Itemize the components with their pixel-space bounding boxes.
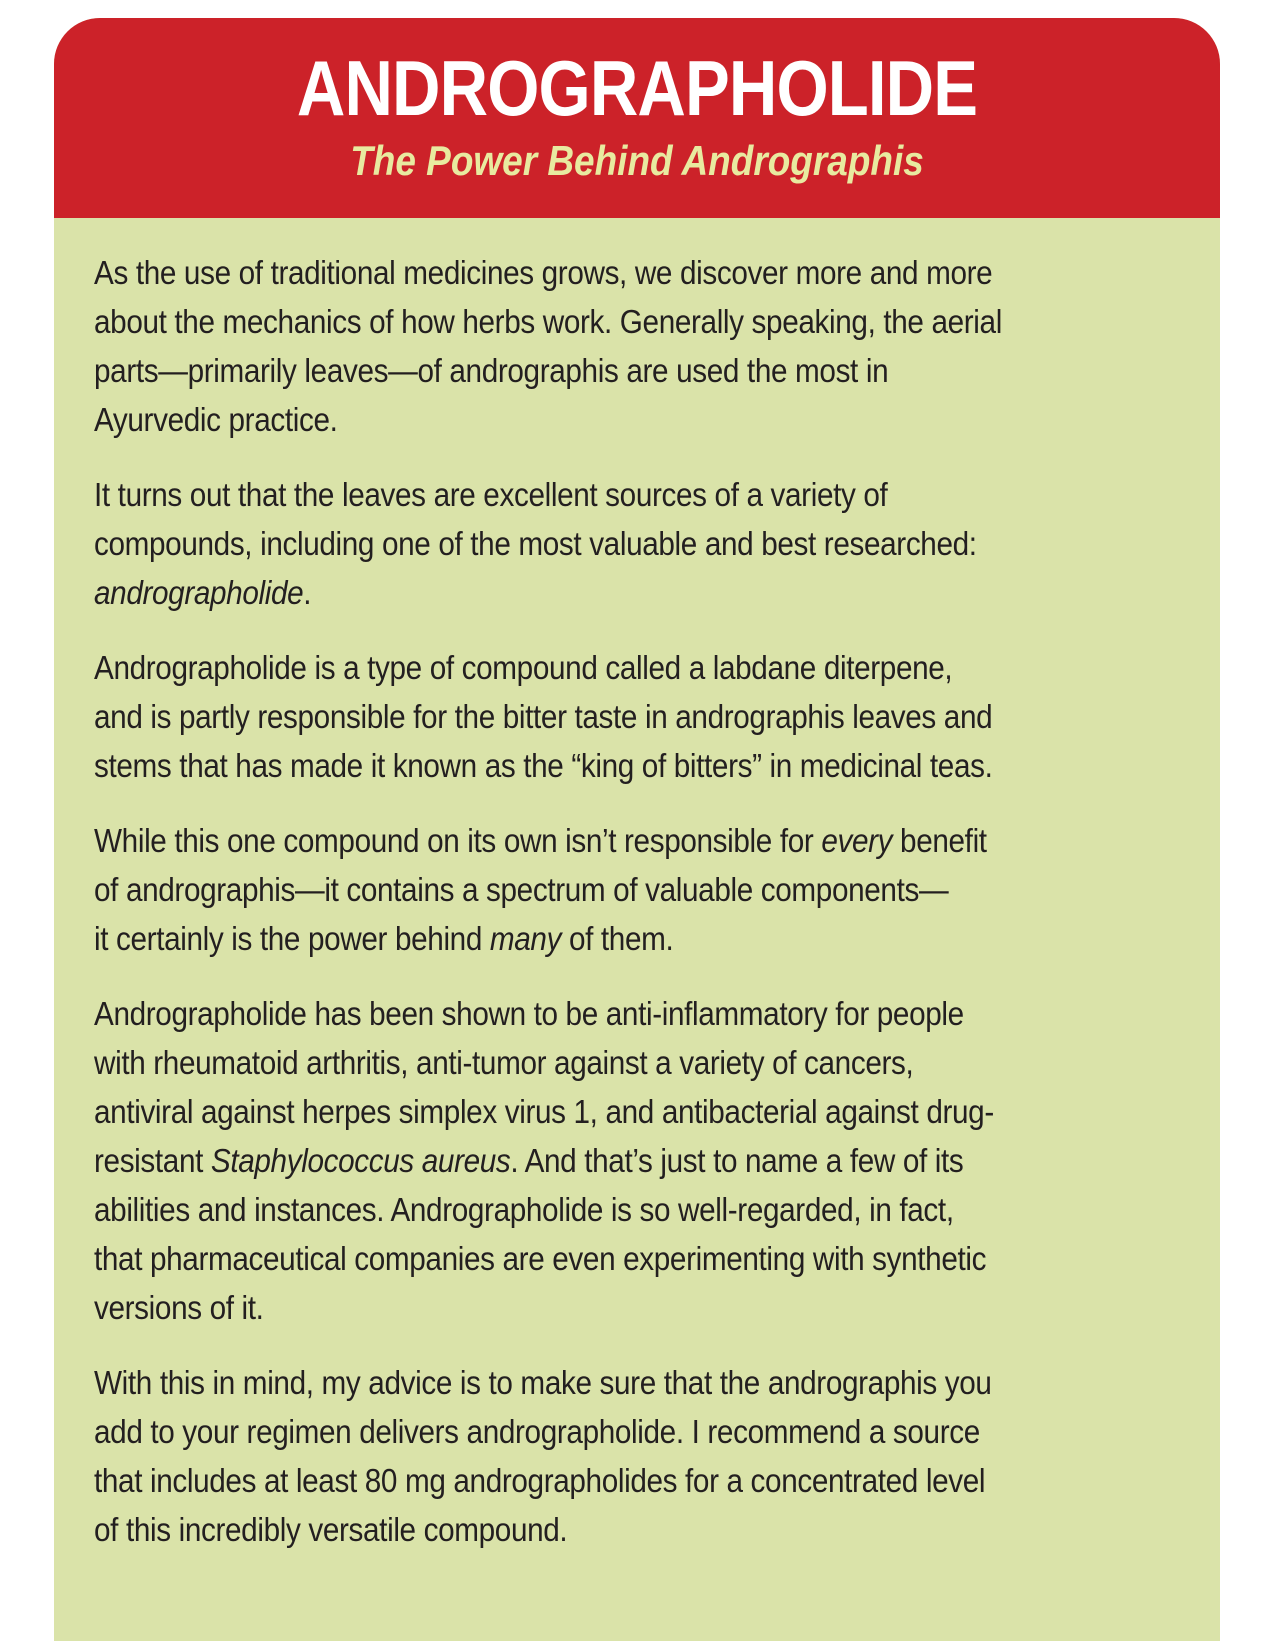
paragraph-line: [94, 865, 1071, 914]
text-run: resistant: [94, 1142, 211, 1179]
paragraph-line: [94, 692, 1071, 741]
body-paragraph: [94, 989, 1180, 1332]
sidebar-subtitle: The Power Behind Andrographis: [350, 137, 924, 184]
paragraph-line: [94, 248, 1071, 297]
paragraph-line: [94, 816, 1071, 865]
text-run: versions of it.: [94, 1289, 264, 1326]
paragraph-line: [94, 1087, 1071, 1136]
body-paragraph: [94, 248, 1180, 444]
paragraph-line: [94, 741, 1071, 790]
paragraph-line: [94, 1407, 1071, 1456]
text-run: with rheumatoid arthritis, anti-tumor against a variety of cancers,: [94, 1044, 914, 1081]
text-run: that includes at least 80 mg andrographolides for a concentrated level: [94, 1462, 986, 1499]
body-paragraph: [94, 643, 1180, 790]
text-run: stems that has made it known as the “king of bitters” in medicinal teas.: [94, 747, 993, 784]
paragraph-line: [94, 1358, 1071, 1407]
text-run: of this incredibly versatile compound.: [94, 1511, 568, 1548]
text-run: of andrographis—it contains a spectrum of valuable components—: [94, 871, 949, 908]
paragraph-line: [94, 470, 1071, 519]
text-run: parts—primarily leaves—of andrographis are used the most in: [94, 352, 889, 389]
paragraph-line: [94, 1038, 1071, 1087]
andrographolide-sidebar: [54, 18, 1220, 1641]
text-run: and is partly responsible for the bitter taste in andrographis leaves and: [94, 698, 993, 735]
text-run: that pharmaceutical companies are even experimenting with synthetic: [94, 1240, 987, 1277]
text-run: antiviral against herpes simplex virus 1, and antibacterial against drug-: [94, 1093, 994, 1130]
body-paragraph: [94, 470, 1180, 617]
text-run: compounds, including one of the most valuable and best researched:: [94, 525, 977, 562]
paragraph-line: [94, 519, 1071, 568]
italic-text: many: [489, 920, 562, 957]
paragraph-line: [94, 1185, 1071, 1234]
text-run: benefit: [892, 822, 987, 859]
text-run: Andrographolide has been shown to be anti-inflammatory for people: [94, 995, 964, 1032]
sidebar-body: [54, 218, 1220, 1554]
text-run: It turns out that the leaves are excellent sources of a variety of: [94, 476, 888, 513]
sidebar-header: [54, 18, 1220, 218]
text-run: abilities and instances. Andrographolide is so well-regarded, in fact,: [94, 1191, 954, 1228]
text-run: add to your regimen delivers andrographolide. I recommend a source: [94, 1413, 980, 1450]
paragraph-line: [94, 643, 1071, 692]
paragraph-line: [94, 1283, 1071, 1332]
paragraph-line: [94, 297, 1071, 346]
text-run: Andrographolide is a type of compound called a labdane diterpene,: [94, 649, 953, 686]
text-run: Ayurvedic practice.: [94, 401, 338, 438]
text-run: it certainly is the power behind: [94, 920, 490, 957]
paragraph-line: [94, 989, 1071, 1038]
paragraph-line: [94, 914, 1071, 963]
text-run: With this in mind, my advice is to make sure that the andrographis you: [94, 1364, 992, 1401]
body-paragraph: [94, 816, 1180, 963]
text-run: While this one compound on its own isn’t responsible for: [94, 822, 822, 859]
text-run: As the use of traditional medicines grows, we discover more and more: [94, 254, 993, 291]
sidebar-title: ANDROGRAPHOLIDE: [296, 44, 978, 132]
text-run: of them.: [561, 920, 674, 957]
paragraph-line: [94, 395, 1071, 444]
paragraph-line: [94, 1505, 1071, 1554]
italic-text: Staphylococcus aureus: [210, 1142, 511, 1179]
italic-text: every: [821, 822, 893, 859]
text-run: about the mechanics of how herbs work. Generally speaking, the aerial: [94, 303, 1002, 340]
paragraph-line: [94, 1136, 1071, 1185]
body-paragraph: [94, 1358, 1180, 1554]
text-run: .: [303, 574, 312, 611]
paragraph-line: [94, 568, 1071, 617]
paragraph-line: [94, 1456, 1071, 1505]
paragraph-line: [94, 346, 1071, 395]
paragraph-line: [94, 1234, 1071, 1283]
italic-text: andrographolide: [94, 574, 304, 611]
text-run: . And that’s just to name a few of its: [510, 1142, 964, 1179]
